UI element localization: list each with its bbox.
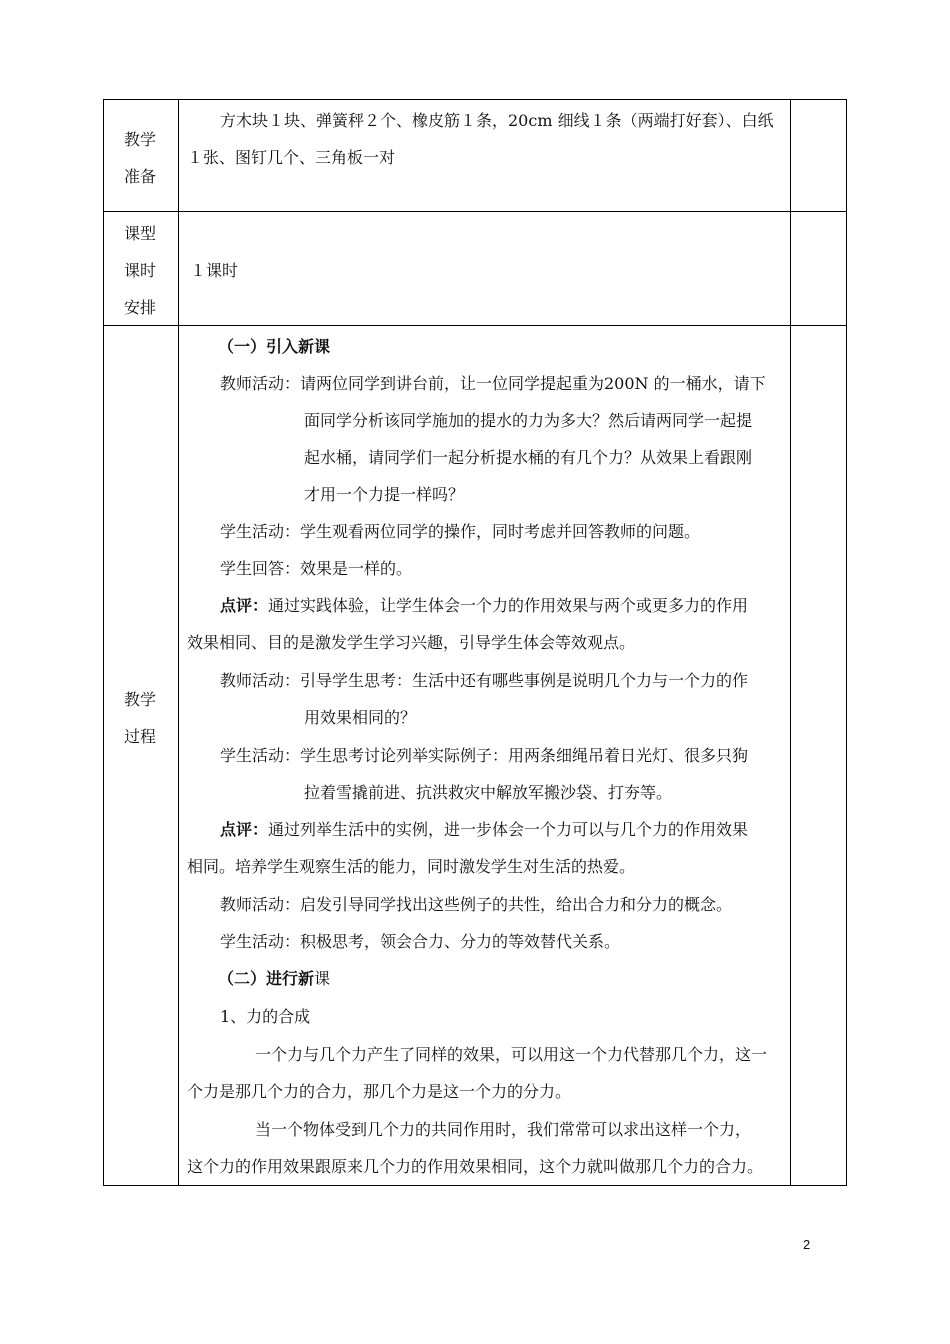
- teacher-activity-1-cont2: 起水桶，请同学们一起分析提水桶的有几个力？从效果上看跟刚: [304, 448, 753, 467]
- teacher-activity-1: 教师活动：请两位同学到讲台前，让一位同学提起重为200N 的一桶水，请下: [220, 374, 766, 393]
- schedule-label-line3: 安排: [124, 298, 157, 317]
- student-activity-3: 学生活动：积极思考，领会合力、分力的等效替代关系。: [220, 932, 621, 951]
- student-activity-1: 学生活动：学生观看两位同学的操作，同时考虑并回答教师的问题。: [220, 522, 701, 541]
- comment-2-label: 点评：: [220, 820, 269, 839]
- subsection-force-composition: 1、力的合成: [220, 1007, 311, 1026]
- comment-2-cont: 相同。培养学生观察生活的能力，同时激发学生对生活的热爱。: [187, 857, 636, 876]
- table-col-divider-2: [790, 99, 791, 1186]
- schedule-label-line1: 课型: [124, 224, 157, 243]
- comment-1: [220, 596, 748, 616]
- para-2: 当一个物体受到几个力的共同作用时，我们常常可以求出这样一个力，: [255, 1120, 752, 1139]
- comment-1-text: 通过实践体验，让学生体会一个力的作用效果与两个或更多力的作用: [268, 596, 749, 615]
- comment-2: [220, 820, 748, 840]
- prep-label-line1: 教学: [124, 130, 157, 149]
- para-2-cont: 这个力的作用效果跟原来几个力的作用效果相同，这个力就叫做那几个力的合力。: [187, 1157, 764, 1176]
- table-border-top: [103, 99, 847, 100]
- table-border-bottom: [103, 1185, 847, 1186]
- schedule-label-line2: 课时: [124, 261, 157, 280]
- comment-2-text: 通过列举生活中的实例，进一步体会一个力可以与几个力的作用效果: [268, 820, 749, 839]
- prep-text-line2: １张、图钉几个、三角板一对: [187, 148, 396, 167]
- process-label-line2: 过程: [124, 727, 157, 746]
- table-border-left: [103, 99, 104, 1186]
- teacher-activity-1-cont1: 面同学分析该同学施加的提水的力为多大？然后请两同学一起提: [304, 411, 753, 430]
- teacher-activity-2: 教师活动：引导学生思考：生活中还有哪些事例是说明几个力与一个力的作: [220, 671, 749, 690]
- table-rule-2: [103, 325, 847, 326]
- para-1-cont: 个力是那几个力的合力，那几个力是这一个力的分力。: [187, 1082, 572, 1101]
- table-border-right: [846, 99, 847, 1186]
- page-number: 2: [803, 1237, 811, 1252]
- teacher-activity-1-cont3: 才用一个力提一样吗？: [304, 485, 465, 504]
- section-heading-new-bold: （二）进行新: [218, 969, 315, 988]
- section-heading-new: [218, 969, 330, 989]
- comment-1-label: 点评：: [220, 596, 269, 615]
- section-heading-intro: （一）引入新课: [218, 337, 331, 356]
- teacher-activity-2-cont: 用效果相同的？: [304, 708, 417, 727]
- section-heading-new-tail: 课: [314, 969, 331, 988]
- table-rule-1: [103, 211, 847, 212]
- comment-1-cont: 效果相同、目的是激发学生学习兴趣，引导学生体会等效观点。: [187, 633, 636, 652]
- table-col-divider-1: [178, 99, 179, 1186]
- para-1: 一个力与几个力产生了同样的效果，可以用这一个力代替那几个力，这一: [255, 1045, 768, 1064]
- student-activity-2-cont: 拉着雪撬前进、抗洪救灾中解放军搬沙袋、打夯等。: [304, 783, 673, 802]
- student-answer: 学生回答：效果是一样的。: [220, 559, 413, 578]
- prep-text-line1: 方木块１块、弹簧秤２个、橡皮筋１条，20cm 细线１条（两端打好套）、白纸: [220, 111, 774, 130]
- process-label-line1: 教学: [124, 690, 157, 709]
- prep-label-line2: 准备: [124, 167, 157, 186]
- schedule-value: １课时: [190, 261, 239, 280]
- teacher-activity-3: 教师活动：启发引导同学找出这些例子的共性，给出合力和分力的概念。: [220, 895, 733, 914]
- student-activity-2: 学生活动：学生思考讨论列举实际例子：用两条细绳吊着日光灯、很多只狗: [220, 746, 749, 765]
